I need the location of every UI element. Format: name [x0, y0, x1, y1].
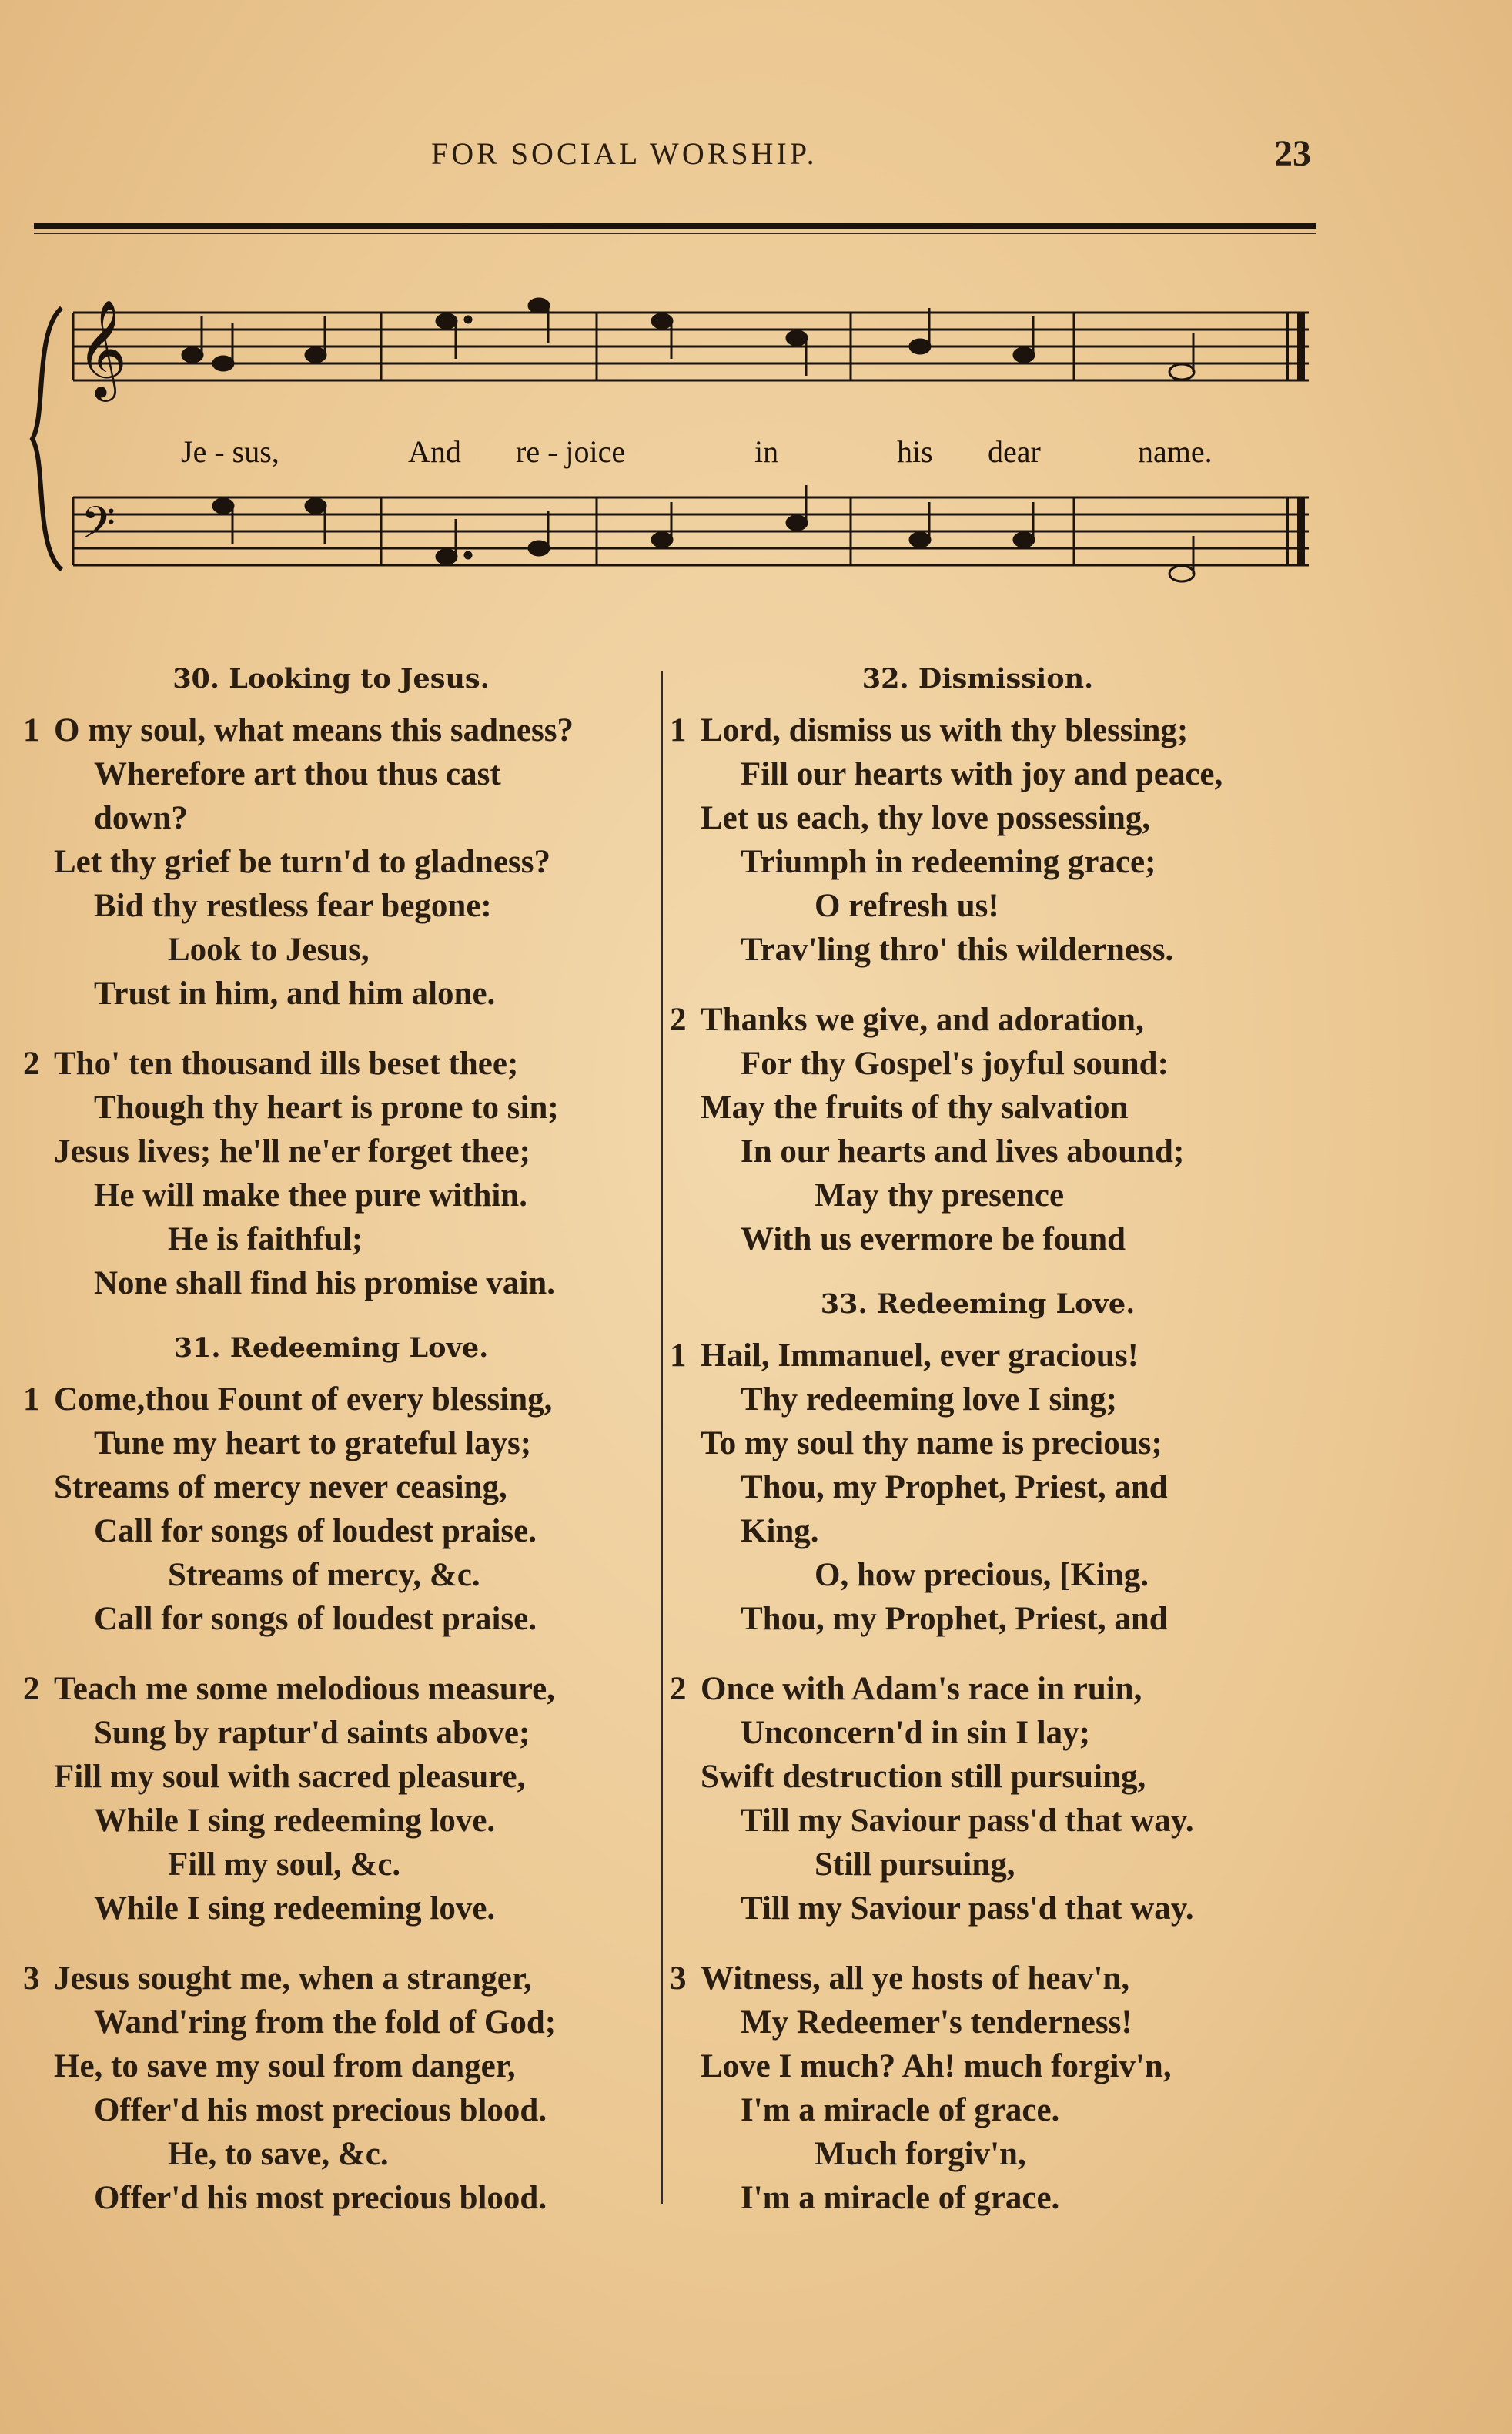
verse-line: [23, 1217, 639, 1261]
verse-text: Wand'ring from the fold of God;: [94, 2004, 557, 2041]
stanza-number: 2: [23, 1046, 40, 1082]
verse-line: [670, 2000, 1286, 2044]
verse-line: [670, 1711, 1286, 1755]
verse-line: [23, 1711, 639, 1755]
music-score: [0, 285, 1512, 624]
verse-line: [23, 1667, 639, 1711]
verse-text: Jesus lives; he'll ne'er forget thee;: [54, 1133, 530, 1170]
verse-line: [670, 1086, 1286, 1130]
verse-line: [23, 2176, 639, 2220]
verse-text: I'm a miracle of grace.: [741, 2180, 1060, 2216]
verse-text: Look to Jesus,: [168, 932, 370, 968]
verse-text: Till my Saviour pass'd that way.: [741, 1890, 1194, 1927]
verse-line: [670, 1799, 1286, 1843]
lyric-syllable: And: [408, 434, 461, 469]
stanza-number: 1: [670, 1338, 687, 1374]
header-rule-thin: [34, 233, 1316, 234]
verse-line: [670, 2044, 1286, 2088]
verse-line: [23, 1887, 639, 1930]
verse-line: [670, 928, 1286, 972]
verse-line: [23, 796, 639, 840]
stanza: [670, 1334, 1286, 1641]
lyric-syllable: re - joice: [516, 434, 626, 469]
verse-line: [23, 1465, 639, 1509]
verse-line: [23, 1378, 639, 1421]
verse-text: Fill my soul, &c.: [168, 1846, 401, 1883]
verse-text: Till my Saviour pass'd that way.: [741, 1803, 1194, 1839]
verse-text: Tho' ten thousand ills beset thee;: [54, 1046, 519, 1082]
verse-text: O refresh us!: [815, 888, 999, 924]
verse-line: [670, 2132, 1286, 2176]
stanza-number: 1: [670, 712, 687, 748]
verse-text: In our hearts and lives abound;: [741, 1133, 1185, 1170]
verse-text: May the fruits of thy salvation: [701, 1090, 1129, 1126]
verse-line: [670, 2088, 1286, 2132]
verse-text: Call for songs of loudest praise.: [94, 1601, 537, 1637]
verse-text: Though thy heart is prone to sin;: [94, 1090, 559, 1126]
verse-text: He is faithful;: [168, 1221, 363, 1257]
stanza: [23, 1042, 639, 1305]
verse-text: Let us each, thy love possessing,: [701, 800, 1151, 836]
verse-line: [670, 1667, 1286, 1711]
verse-line: [670, 1130, 1286, 1173]
verse-line: [670, 840, 1286, 884]
verse-text: Trav'ling thro' this wilderness.: [741, 932, 1174, 968]
verse-text: Sung by raptur'd saints above;: [94, 1715, 530, 1751]
brace-icon: [32, 308, 62, 570]
page-header: [0, 133, 1512, 182]
verse-text: Bid thy restless fear begone:: [94, 888, 492, 924]
verse-line: [23, 2088, 639, 2132]
page-number: 23: [1274, 133, 1311, 174]
hymn-title: 33. Redeeming Love.: [820, 1288, 1136, 1320]
verse-line: [670, 1334, 1286, 1378]
verse-text: Love I much? Ah! much forgiv'n,: [701, 2048, 1172, 2084]
verse-text: Streams of mercy, &c.: [168, 1557, 480, 1593]
verse-line: [23, 1755, 639, 1799]
verse-line: [670, 1378, 1286, 1421]
verse-line: [23, 1421, 639, 1465]
verse-line: [670, 884, 1286, 928]
stanza-number: 2: [670, 1002, 687, 1038]
verse-line: [23, 1086, 639, 1130]
lyric-syllable: dear: [988, 434, 1041, 469]
verse-line: [23, 2000, 639, 2044]
verse-text: For thy Gospel's joyful sound:: [741, 1046, 1169, 1082]
verse-line: [23, 1597, 639, 1641]
verse-text: Let thy grief be turn'd to gladness?: [54, 844, 550, 880]
stanza-number: 2: [670, 1671, 687, 1707]
lyric-syllable: in: [754, 434, 779, 469]
treble-staff: [73, 313, 1309, 380]
verse-text: None shall find his promise vain.: [94, 1265, 555, 1301]
verse-text: Teach me some melodious measure,: [54, 1671, 555, 1707]
verse-line: [23, 708, 639, 752]
verse-text: He, to save, &c.: [168, 2136, 389, 2172]
verse-text: Once with Adam's race in ruin,: [701, 1671, 1142, 1707]
verse-line: [23, 884, 639, 928]
verse-text: Trust in him, and him alone.: [94, 976, 496, 1012]
hymn-title: 32. Dismission.: [861, 663, 1094, 695]
stanza-number: 1: [23, 1381, 40, 1418]
verse-text: Tune my heart to grateful lays;: [94, 1425, 532, 1461]
verse-line: [23, 1799, 639, 1843]
verse-text: Fill our hearts with joy and peace,: [741, 756, 1223, 792]
verse-text: Jesus sought me, when a stranger,: [54, 1960, 532, 1997]
verse-line: [670, 1173, 1286, 1217]
stanza: [670, 708, 1286, 972]
verse-line: [670, 1843, 1286, 1887]
verse-line: [670, 1553, 1286, 1597]
bass-notes: [213, 485, 1194, 581]
stanza: [670, 1667, 1286, 1930]
stanza: [23, 708, 639, 1016]
lyrics-line: [181, 434, 1213, 469]
verse-line: [23, 1173, 639, 1217]
verse-line: [670, 1465, 1286, 1509]
verse-text: Streams of mercy never ceasing,: [54, 1469, 507, 1505]
verse-text: O, how precious, [King.: [815, 1557, 1149, 1593]
verse-line: [670, 1509, 1286, 1553]
verse-line: [23, 2132, 639, 2176]
treble-notes: [182, 299, 1194, 380]
treble-clef-icon: 𝄞: [77, 299, 128, 397]
verse-line: [670, 752, 1286, 796]
verse-text: Witness, all ye hosts of heav'n,: [701, 1960, 1130, 1997]
verse-text: To my soul thy name is precious;: [701, 1425, 1162, 1461]
verse-line: [23, 1130, 639, 1173]
header-rule: [34, 223, 1316, 229]
verse-text: While I sing redeeming love.: [94, 1803, 496, 1839]
stanza: [23, 1378, 639, 1641]
verse-text: Fill my soul with sacred pleasure,: [54, 1759, 526, 1795]
verse-text: King.: [741, 1513, 819, 1549]
stanza-number: 3: [670, 1960, 687, 1997]
verse-line: [670, 1957, 1286, 2000]
verse-text: I'm a miracle of grace.: [741, 2092, 1060, 2128]
bass-staff: [73, 497, 1309, 565]
verse-text: Thy redeeming love I sing;: [741, 1381, 1117, 1418]
hymn-title: 30. Looking to Jesus.: [172, 663, 490, 695]
verse-line: [23, 1957, 639, 2000]
verse-text: Wherefore art thou thus cast: [94, 756, 501, 792]
stanza-number: 1: [23, 712, 40, 748]
bass-clef-icon: 𝄢: [81, 497, 116, 560]
verse-text: Offer'd his most precious blood.: [94, 2180, 547, 2216]
left-column: [23, 662, 639, 2246]
verse-line: [23, 1553, 639, 1597]
verse-line: [23, 1843, 639, 1887]
verse-line: [670, 708, 1286, 752]
verse-text: My Redeemer's tenderness!: [741, 2004, 1132, 2041]
verse-line: [23, 2044, 639, 2088]
verse-line: [23, 928, 639, 972]
column-divider: [661, 671, 663, 2204]
verse-line: [670, 1042, 1286, 1086]
stanza: [23, 1957, 639, 2220]
verse-text: O my soul, what means this sadness?: [54, 712, 574, 748]
verse-text: May thy presence: [815, 1177, 1065, 1214]
verse-line: [670, 1887, 1286, 1930]
verse-line: [670, 796, 1286, 840]
verse-text: He will make thee pure within.: [94, 1177, 527, 1214]
lyric-syllable: Je - sus,: [181, 434, 279, 469]
verse-line: [23, 1042, 639, 1086]
verse-text: While I sing redeeming love.: [94, 1890, 496, 1927]
verse-text: Hail, Immanuel, ever gracious!: [701, 1338, 1139, 1374]
stanza-number: 2: [23, 1671, 40, 1707]
verse-text: Triumph in redeeming grace;: [741, 844, 1156, 880]
verse-line: [23, 1261, 639, 1305]
verse-text: Lord, dismiss us with thy blessing;: [701, 712, 1189, 748]
verse-text: Thanks we give, and adoration,: [701, 1002, 1144, 1038]
hymn-title: 31. Redeeming Love.: [173, 1332, 489, 1364]
verse-text: He, to save my soul from danger,: [54, 2048, 516, 2084]
verse-text: With us evermore be found: [741, 1221, 1126, 1257]
verse-line: [670, 1597, 1286, 1641]
verse-line: [670, 2176, 1286, 2220]
verse-text: Thou, my Prophet, Priest, and: [741, 1469, 1168, 1505]
verse-line: [23, 1509, 639, 1553]
lyric-syllable: his: [897, 434, 933, 469]
verse-text: Swift destruction still pursuing,: [701, 1759, 1146, 1795]
verse-line: [670, 998, 1286, 1042]
verse-text: Call for songs of loudest praise.: [94, 1513, 537, 1549]
verse-line: [670, 1755, 1286, 1799]
stanza: [23, 1667, 639, 1930]
verse-line: [670, 1421, 1286, 1465]
right-column: [670, 662, 1286, 2246]
verse-line: [23, 752, 639, 796]
verse-line: [23, 972, 639, 1016]
lyric-syllable: name.: [1138, 434, 1213, 469]
verse-text: Much forgiv'n,: [815, 2136, 1026, 2172]
running-head: FOR SOCIAL WORSHIP.: [431, 136, 818, 171]
verse-text: down?: [94, 800, 188, 836]
verse-line: [23, 840, 639, 884]
stanza: [670, 998, 1286, 1261]
verse-text: Still pursuing,: [815, 1846, 1015, 1883]
verse-text: Offer'd his most precious blood.: [94, 2092, 547, 2128]
verse-text: Come,thou Fount of every blessing,: [54, 1381, 553, 1418]
stanza: [670, 1957, 1286, 2220]
stanza-number: 3: [23, 1960, 40, 1997]
verse-text: Unconcern'd in sin I lay;: [741, 1715, 1090, 1751]
verse-line: [670, 1217, 1286, 1261]
verse-text: Thou, my Prophet, Priest, and: [741, 1601, 1168, 1637]
